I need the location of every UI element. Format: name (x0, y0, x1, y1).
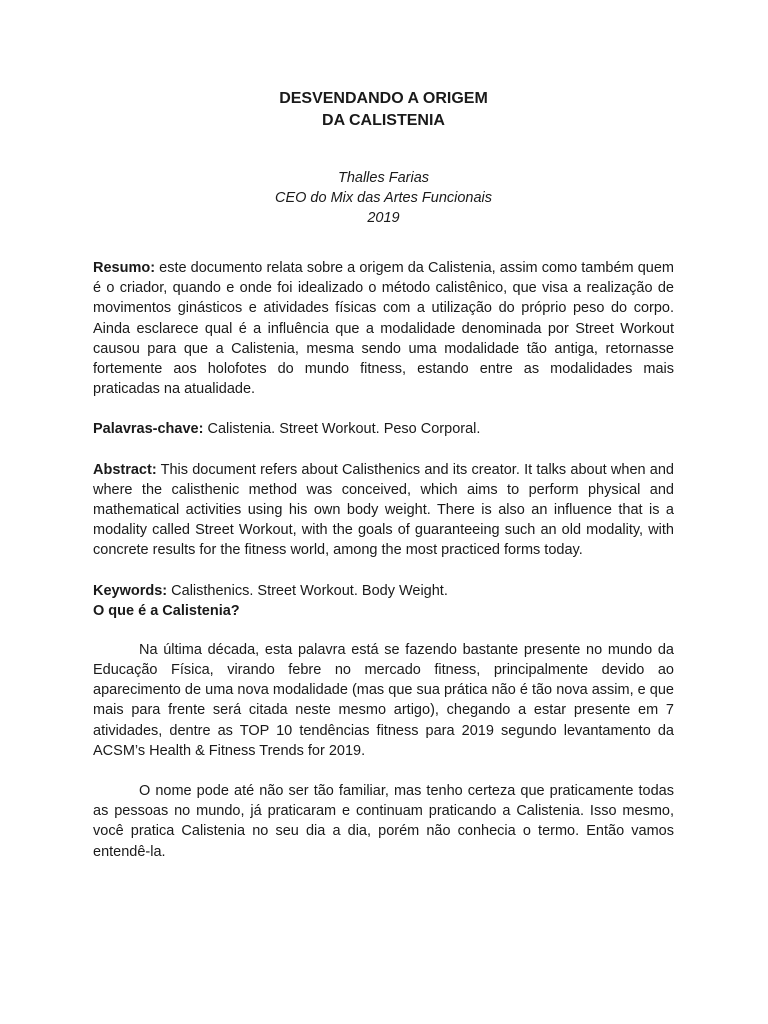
title-line-2: DA CALISTENIA (322, 112, 445, 129)
publication-year: 2019 (367, 210, 400, 226)
abstract-label: Abstract: (93, 461, 157, 478)
resumo-paragraph (93, 258, 674, 399)
keywords-text: Calisthenics. Street Workout. Body Weight. (167, 582, 448, 599)
resumo-text: este documento relata sobre a origem da Calistenia, assim como também quem é o criador, quando e onde foi idealizado o método calistênico, que visa a realização de movimentos ginásticos e atividades físicas com a utilização do próprio peso do corpo. Ainda esclarece qual é a influência que a modalidade denominada por Street Workout causou para que a Calistenia, mesma sendo uma modalidade tão antiga, retornasse fortemente aos holofotes do mundo fitness, estando entre as modalidades mais praticadas na atualidade. (93, 260, 674, 398)
palavras-chave-label: Palavras-chave: (93, 421, 204, 438)
keywords-label: Keywords: (93, 582, 168, 599)
document-page (93, 88, 674, 862)
abstract-paragraph (93, 460, 674, 561)
section-heading: O que é a Calistenia? (93, 602, 240, 619)
author-name: Thalles Farias (337, 170, 430, 186)
palavras-chave-text: Calistenia. Street Workout. Peso Corporal. (203, 421, 481, 438)
resumo-label: Resumo: (93, 260, 156, 276)
author-role: CEO do Mix das Artes Funcionais (274, 190, 493, 206)
title-line-1: DESVENDANDO A ORIGEM (279, 90, 488, 107)
abstract-text: This document refers about Calisthenics and its creator. It talks about when and where the calisthenic method was conceived, which aims to perform physical and mathematical activities using his own body weight. There is also an influence that is a modality called Street Workout, with the goals of guaranteeing such an old modality, with concrete results for the fitness world, among the most practiced forms today. (93, 461, 674, 559)
document-title (93, 88, 674, 132)
author-block (93, 168, 674, 228)
section-paragraph-2: O nome pode até não ser tão familiar, mas tenho certeza que praticamente todas as pessoas no mundo, já praticaram e continuam praticando a Calistenia. Isso mesmo, você pratica Calistenia no seu dia a dia, porém não conhecia o termo. Então vamos entendê-la. (93, 783, 674, 860)
keywords-paragraph (93, 581, 674, 601)
palavras-chave-paragraph (93, 419, 674, 439)
section-paragraph-1: Na última década, esta palavra está se fazendo bastante presente no mundo da Educação Física, virando febre no mercado fitness, principalmente devido ao aparecimento de uma nova modalidade (mas que sua prática não é tão nova assim, e que mais para frente será citada neste mesmo artigo), chegando a estar presente em 7 atividades, dentre as TOP 10 tendências fitness para 2019 segundo levantamento da ACSM’s Health & Fitness Trends for 2019. (93, 641, 674, 759)
